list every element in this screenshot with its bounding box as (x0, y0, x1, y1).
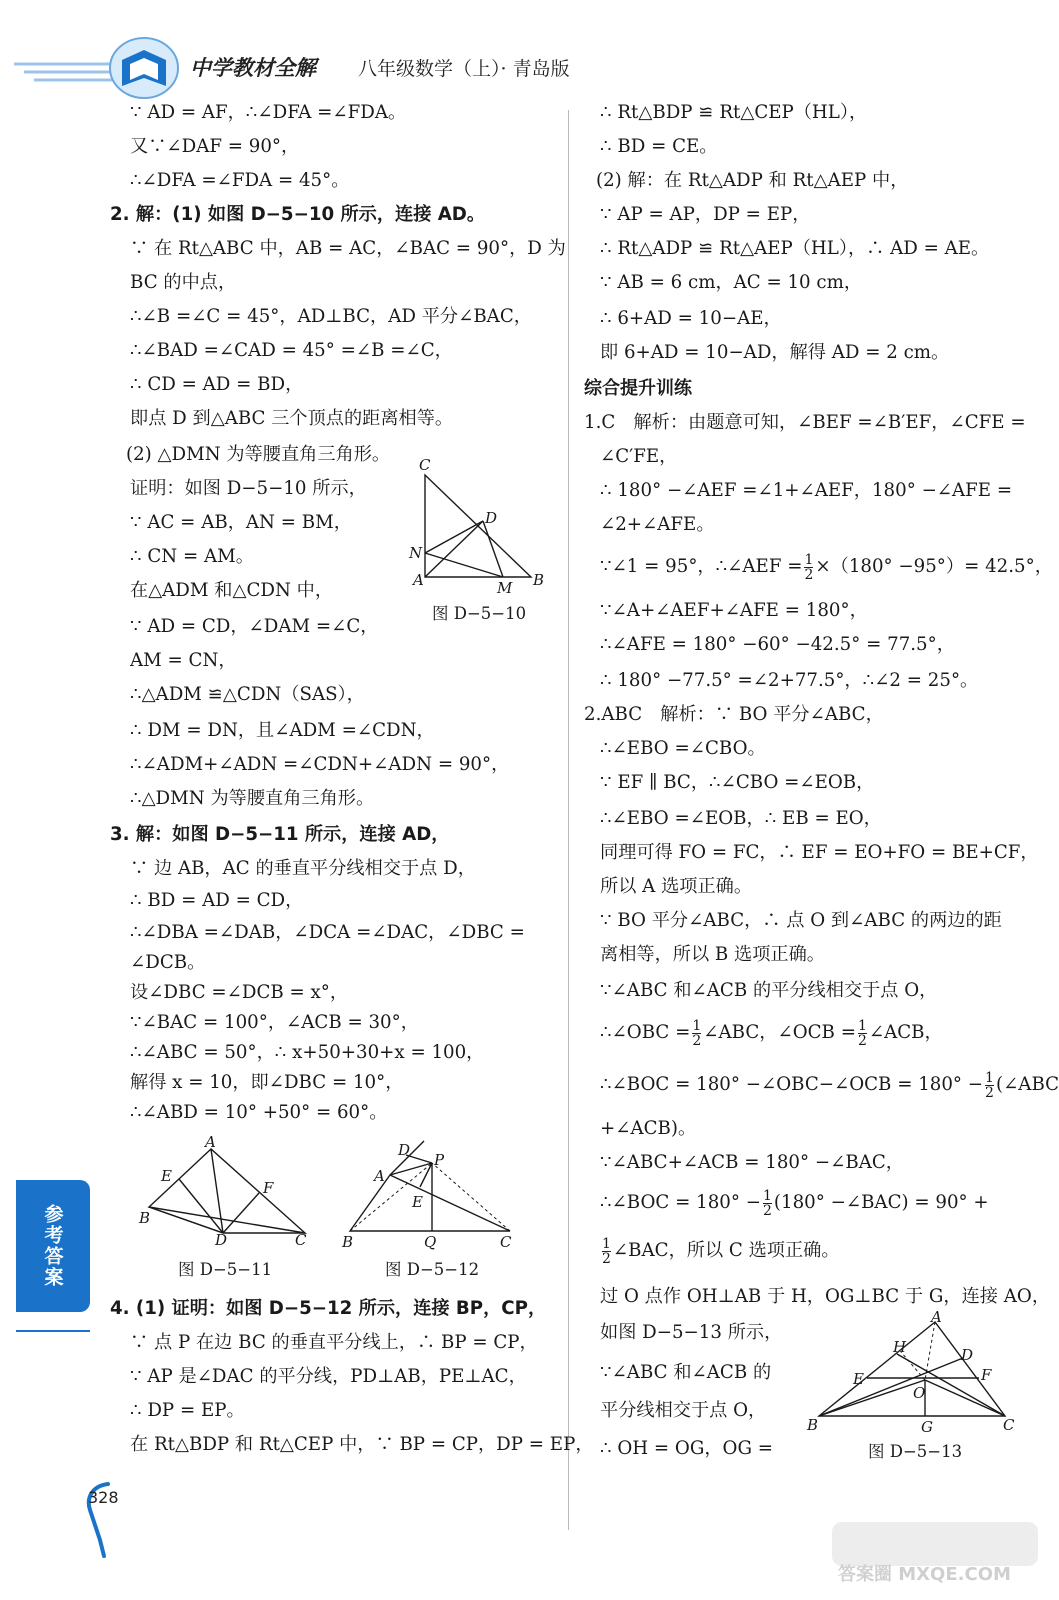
text-line: ∵∠ABC 和∠ACB 的平分线相交于点 O， (600, 980, 938, 1001)
text-line: ∴ DM = DN，且∠ADM =∠CDN， (130, 720, 435, 741)
text-line: ∴△DMN 为等腰直角三角形。 (130, 788, 375, 809)
watermark (830, 1520, 1040, 1590)
text-line: ∵∠BAC = 100°，∠ACB = 30°， (130, 1012, 419, 1033)
label-f: F (981, 1366, 992, 1384)
label-d: D (398, 1141, 411, 1159)
text-line: ∵ AP = AP，DP = EP， (600, 204, 811, 225)
text-line (600, 1188, 989, 1218)
text-line: ∴△ADM ≌△CDN（SAS）， (130, 684, 365, 705)
text-line: ∵∠ABC+∠ACB = 180° −∠BAC， (600, 1152, 904, 1173)
text-line: ∵∠A+∠AEF+∠AFE = 180°， (600, 600, 868, 621)
label-e: E (412, 1193, 423, 1211)
problem-2-heading: 2. 解：(1) 如图 D−5−10 所示，连接 AD。 (110, 204, 486, 225)
label-c: C (419, 456, 431, 474)
figure-d-5-10 (405, 455, 555, 605)
frac-num: 1 (804, 551, 814, 568)
text-line: ∵ AC = AB，AN = BM， (130, 512, 352, 533)
text-line: (2) △DMN 为等腰直角三角形。 (126, 444, 391, 465)
caption-d-5-10: 图 D−5−10 (432, 604, 527, 623)
grade-subtitle: 八年级数学（上）· 青岛版 (358, 58, 570, 80)
answer-key-tab: 参考答案 (16, 1180, 90, 1312)
frac-num: 1 (985, 1069, 994, 1086)
label-b: B (807, 1416, 819, 1434)
fraction-half (763, 1189, 772, 1218)
text-line: ∴∠B =∠C = 45°，AD⊥BC，AD 平分∠BAC， (130, 306, 532, 327)
text-line: ∵∠ABC 和∠ACB 的 (600, 1362, 772, 1383)
book-logo-icon (14, 20, 194, 110)
fraction-half (602, 1237, 611, 1266)
text-line: 平分线相交于点 O， (600, 1400, 767, 1421)
label-d: D (485, 509, 498, 527)
label-a: A (931, 1308, 942, 1326)
label-h: H (893, 1338, 907, 1356)
brand-title: 中学教材全解 (190, 55, 316, 80)
label-c: C (1003, 1416, 1015, 1434)
text-fragment: (∠ABC (995, 1074, 1059, 1095)
fraction-half (985, 1071, 994, 1100)
label-d: D (215, 1231, 228, 1249)
text-line: +∠ACB)。 (600, 1118, 697, 1139)
label-b: B (342, 1233, 354, 1251)
text-line: ∵ BO 平分∠ABC，∴ 点 O 到∠ABC 的两边的距 (600, 910, 1002, 931)
text-line: ∵ 在 Rt△ABC 中，AB = AC，∠BAC = 90°，D 为 (130, 238, 566, 259)
caption-d-5-12: 图 D−5−12 (385, 1260, 480, 1279)
label-m: M (497, 579, 513, 597)
caption-d-5-13: 图 D−5−13 (868, 1442, 963, 1461)
text-line (600, 552, 1053, 582)
label-b: B (139, 1209, 151, 1227)
text-line: ∴ OH = OG，OG = (600, 1438, 774, 1459)
text-line: ∴∠AFE = 180° −60° −42.5° = 77.5°， (600, 634, 955, 655)
label-f: F (263, 1179, 274, 1197)
frac-num: 1 (857, 1017, 867, 1034)
label-b: B (533, 571, 545, 589)
text-line: ∵ AD = AF，∴∠DFA =∠FDA。 (130, 102, 407, 123)
text-line: ∴ BD = AD = CD， (130, 890, 304, 911)
text-line: ∠DCB。 (130, 952, 206, 973)
text-fragment: ∴∠BOC = 180° − (600, 1192, 761, 1213)
text-line: 在△ADM 和△CDN 中， (130, 580, 334, 601)
frac-den: 2 (804, 566, 814, 583)
text-line: ∴∠DBA =∠DAB，∠DCA =∠DAC，∠DBC = (130, 922, 525, 943)
text-line: ∴ DP = EP。 (130, 1400, 245, 1421)
figure-d-5-11 (135, 1133, 315, 1249)
label-a: A (205, 1133, 216, 1151)
text-line: ∴∠ADM+∠ADN =∠CDN+∠ADN = 90°， (130, 754, 510, 775)
text-line: ∠C′FE， (600, 446, 678, 467)
text-line: AM = CN， (130, 650, 237, 671)
text-fragment: ∴∠BOC = 180° −∠OBC−∠OCB = 180° − (600, 1074, 984, 1095)
frac-den: 2 (692, 1032, 702, 1049)
label-a: A (374, 1167, 385, 1185)
frac-num: 1 (762, 1187, 772, 1204)
text-line: ∴ CD = AD = BD， (130, 374, 304, 395)
text-line: 在 Rt△BDP 和 Rt△CEP 中，∵ BP = CP，DP = EP， (130, 1434, 594, 1455)
sidebar-rule (16, 1330, 90, 1332)
text-line (600, 1070, 1059, 1100)
text-line: 所以 A 选项正确。 (600, 876, 753, 897)
section-heading: 综合提升训练 (584, 378, 692, 399)
text-line (600, 1018, 943, 1048)
page-header (0, 0, 1046, 100)
frac-den: 2 (857, 1032, 867, 1049)
text-line: BC 的中点， (130, 272, 237, 293)
label-a: A (413, 571, 424, 589)
text-line: ∵ EF ∥ BC，∴∠CBO =∠EOB， (600, 772, 875, 793)
column-divider (568, 110, 569, 1530)
text-line: 2.ABC 解析：∵ BO 平分∠ABC， (584, 704, 884, 725)
caption-d-5-11: 图 D−5−11 (178, 1260, 273, 1279)
text-line: ∵ 点 P 在边 BC 的垂直平分线上，∴ BP = CP， (130, 1332, 538, 1353)
text-line: ∴ 180° −∠AEF =∠1+∠AEF，180° −∠AFE = (600, 480, 1013, 501)
text-line: 离相等，所以 B 选项正确。 (600, 944, 825, 965)
text-line: 即点 D 到△ABC 三个顶点的距离相等。 (130, 408, 454, 429)
text-line: ∴∠EBO =∠EOB，∴ EB = EO， (600, 808, 882, 829)
text-line: ∴∠DFA =∠FDA = 45°。 (130, 170, 350, 191)
text-line: ∴ CN = AM。 (130, 546, 254, 567)
frac-num: 1 (692, 1017, 702, 1034)
text-line: ∴ Rt△BDP ≌ Rt△CEP（HL）， (600, 102, 868, 123)
text-line (600, 1236, 840, 1266)
text-fragment: ×（180° −95°）= 42.5°， (815, 556, 1053, 577)
fraction-half (804, 553, 813, 582)
text-line: ∴∠ABC = 50°，∴ x+50+30+x = 100， (130, 1042, 485, 1063)
text-line: ∵ AD = CD，∠DAM =∠C， (130, 616, 379, 637)
watermark-text: 答案圈 MXQE.COM (838, 1564, 1011, 1585)
problem-3-heading: 3. 解：如图 D−5−11 所示，连接 AD， (110, 824, 450, 845)
problem-4-heading: 4. (1) 证明：如图 D−5−12 所示，连接 BP，CP， (110, 1298, 547, 1319)
text-line: 过 O 点作 OH⊥AB 于 H，OG⊥BC 于 G，连接 AO， (600, 1286, 1051, 1307)
label-c: C (295, 1231, 307, 1249)
text-line: ∴∠BAD =∠CAD = 45° =∠B =∠C， (130, 340, 453, 361)
text-fragment: ∴∠OBC = (600, 1022, 691, 1043)
text-line: 又∵∠DAF = 90°， (130, 136, 300, 157)
text-line: ∵ AB = 6 cm，AC = 10 cm， (600, 272, 863, 293)
text-fragment: ∠ACB， (868, 1022, 943, 1043)
text-line: ∴ 6+AD = 10−AE， (600, 308, 782, 329)
label-o: O (913, 1384, 926, 1402)
figure-d-5-12 (340, 1135, 525, 1251)
text-line: ∴∠EBO =∠CBO。 (600, 738, 766, 759)
text-line: ∠2+∠AFE。 (600, 514, 715, 535)
text-fragment: ∠BAC，所以 C 选项正确。 (612, 1240, 840, 1261)
text-line: ∴ Rt△ADP ≌ Rt△AEP（HL），∴ AD = AE。 (600, 238, 990, 259)
label-q: Q (424, 1233, 437, 1251)
frac-den: 2 (985, 1084, 994, 1101)
label-p: P (434, 1151, 445, 1169)
figure-d-5-13 (805, 1308, 1020, 1437)
label-g: G (921, 1418, 933, 1436)
fraction-half (692, 1019, 701, 1048)
text-fragment: ∠ABC，∠OCB = (703, 1022, 856, 1043)
text-fragment: (180° −∠BAC) = 90° + (773, 1192, 989, 1213)
text-line: 如图 D−5−13 所示， (600, 1322, 783, 1343)
frac-den: 2 (762, 1202, 772, 1219)
text-line: 证明：如图 D−5−10 所示， (130, 478, 367, 499)
text-line: ∴∠ABD = 10° +50° = 60°。 (130, 1102, 388, 1123)
label-d: D (961, 1346, 974, 1364)
text-line: ∴ 180° −77.5° =∠2+77.5°，∴∠2 = 25°。 (600, 670, 979, 691)
label-c: C (500, 1233, 512, 1251)
text-line: (2) 解：在 Rt△ADP 和 Rt△AEP 中， (596, 170, 909, 191)
label-n: N (409, 544, 423, 562)
text-line: 同理可得 FO = FC，∴ EF = EO+FO = BE+CF， (600, 842, 1039, 863)
text-line: 设∠DBC =∠DCB = x°， (130, 982, 349, 1003)
frac-den: 2 (602, 1250, 611, 1267)
label-e: E (161, 1167, 172, 1185)
text-line: 解得 x = 10，即∠DBC = 10°， (130, 1072, 404, 1093)
text-line: ∵ AP 是∠DAC 的平分线，PD⊥AB，PE⊥AC， (130, 1366, 527, 1387)
text-fragment: ∵∠1 = 95°，∴∠AEF = (600, 556, 803, 577)
fraction-half (858, 1019, 867, 1048)
frac-num: 1 (602, 1235, 611, 1252)
text-line: 1.C 解析：由题意可知，∠BEF =∠B′EF，∠CFE = (584, 412, 1026, 433)
text-line: ∵ 边 AB，AC 的垂直平分线相交于点 D， (130, 858, 476, 879)
label-e: E (853, 1370, 864, 1388)
page-number: 328 (88, 1488, 119, 1507)
text-line: 即 6+AD = 10−AD，解得 AD = 2 cm。 (600, 342, 950, 363)
text-line: ∴ BD = CE。 (600, 136, 718, 157)
